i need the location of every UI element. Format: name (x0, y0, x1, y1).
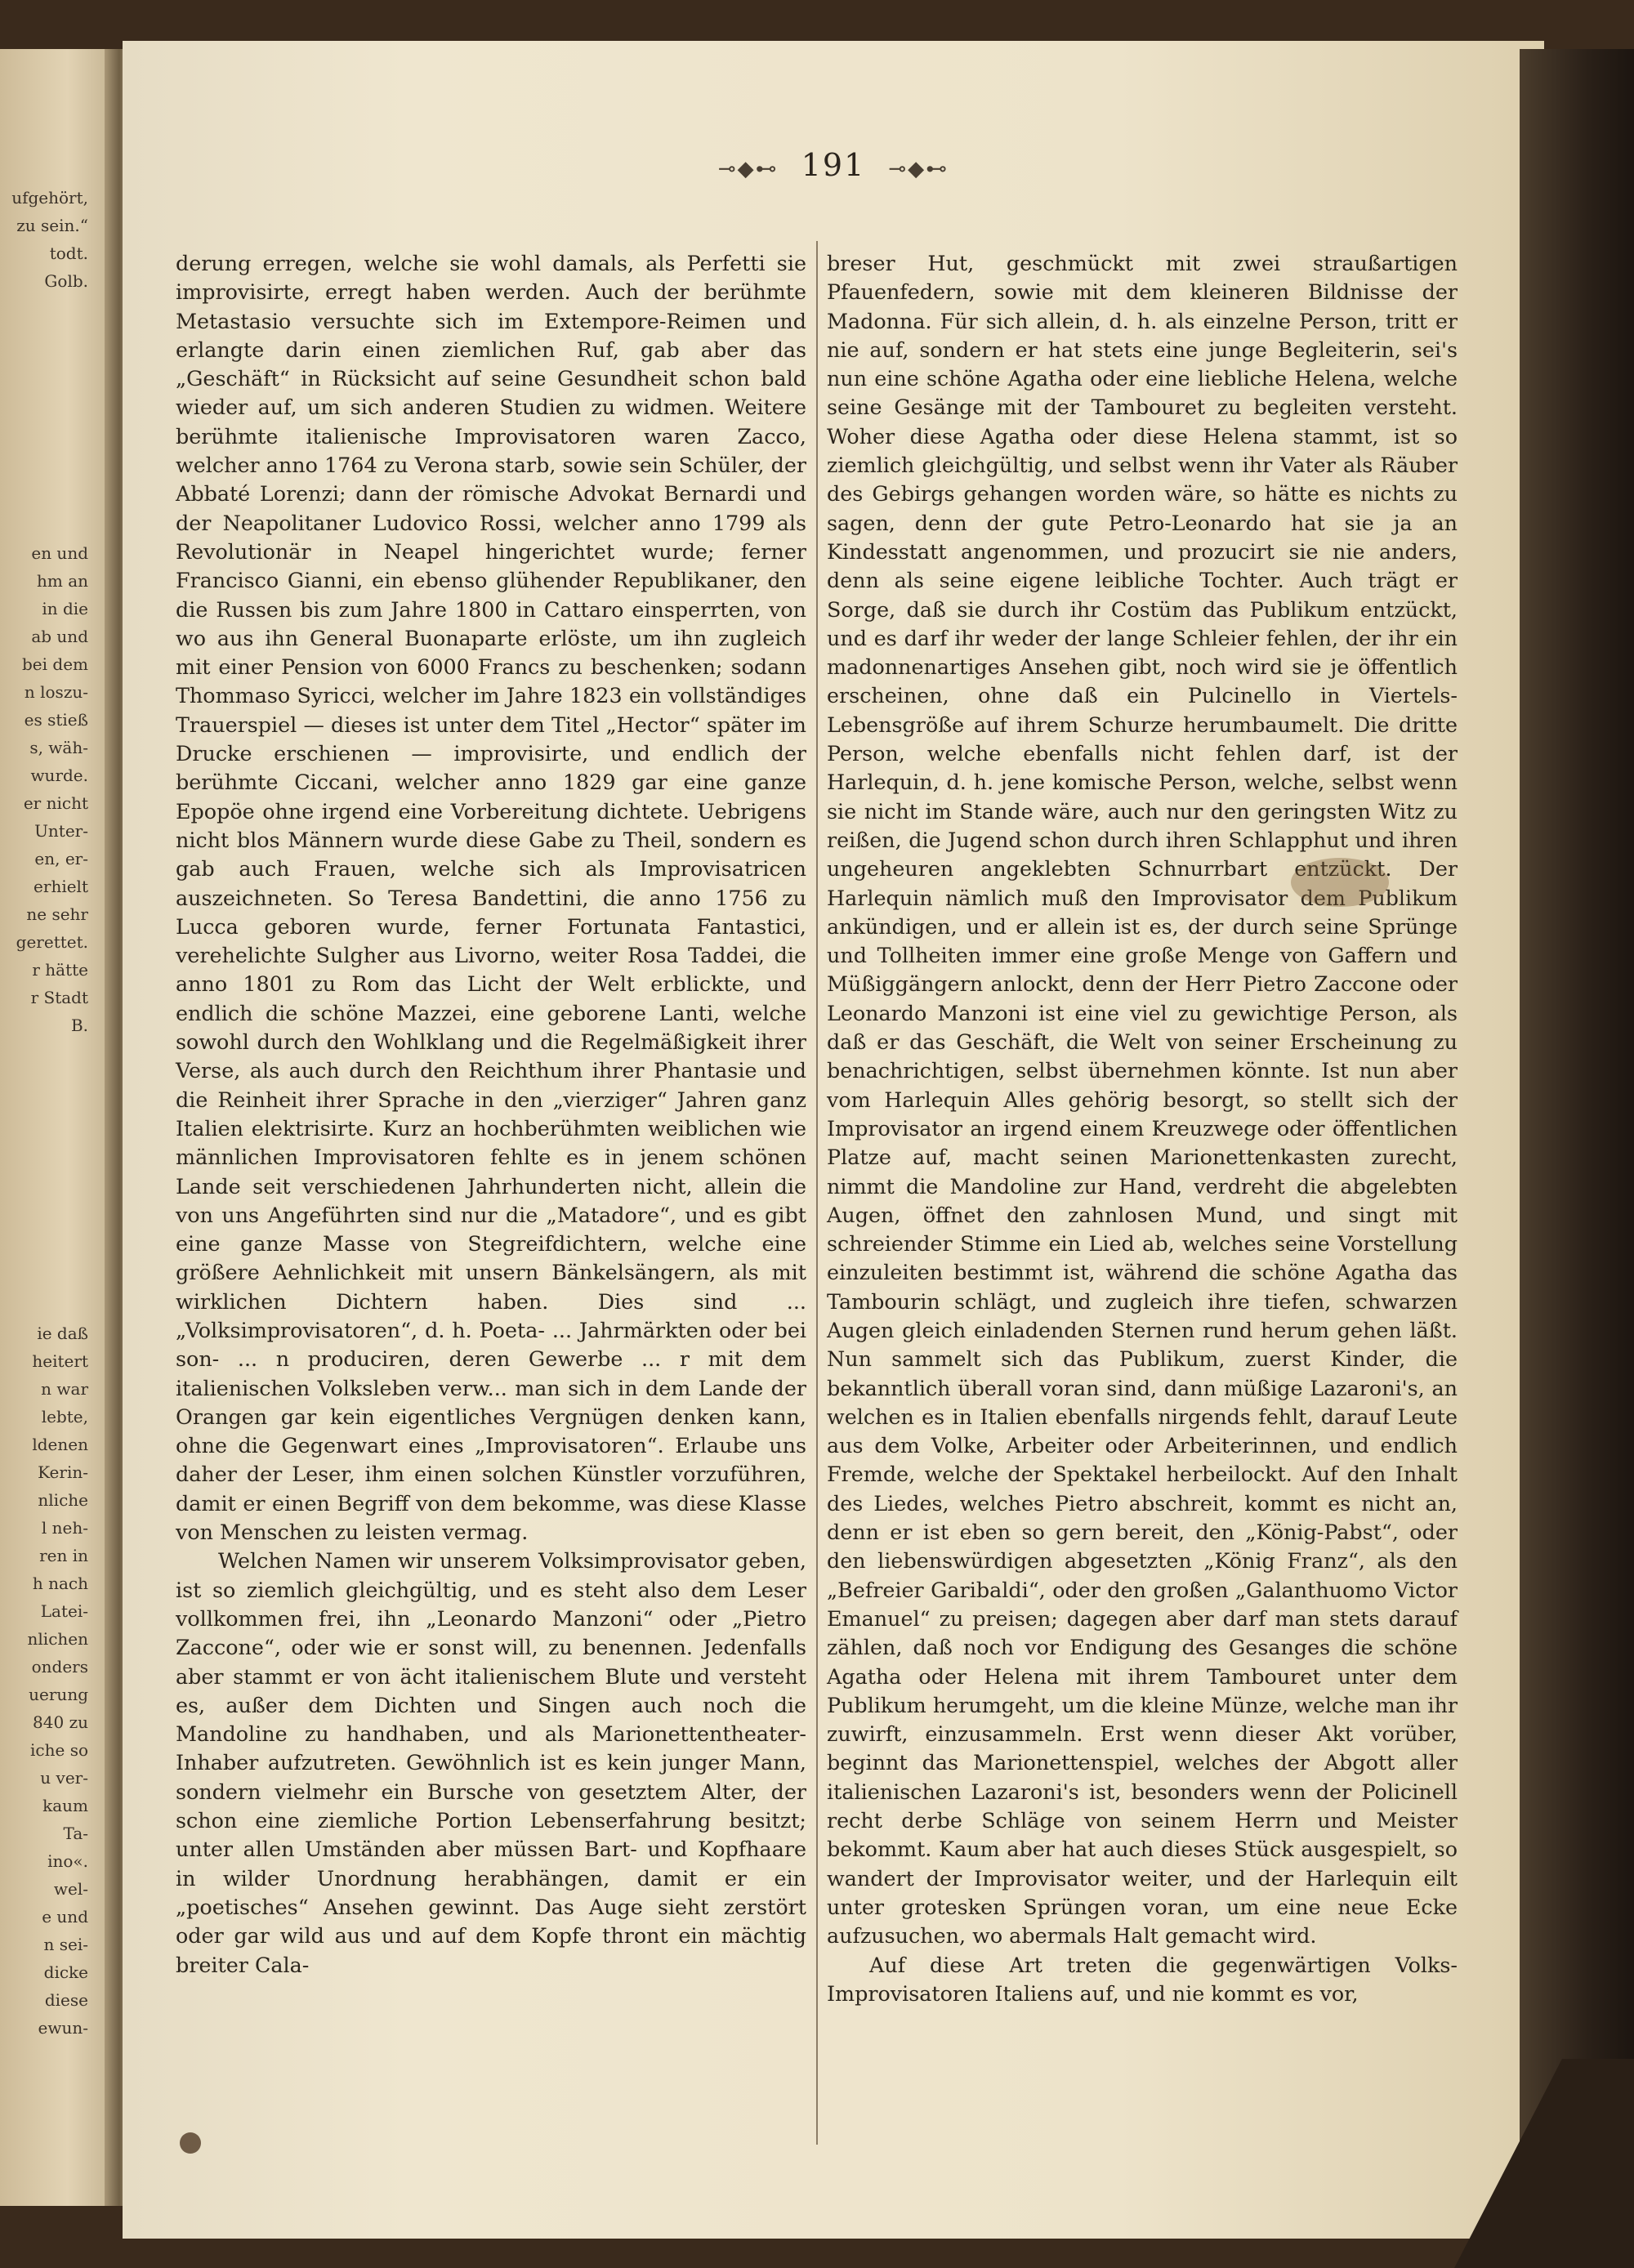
previous-page-fragment: Ta- (63, 1824, 88, 1843)
ornament-left-icon: ⊸◆⊷ (717, 157, 779, 181)
previous-page-fragment: Unter- (34, 821, 88, 841)
previous-page-fragment: ufgehört, (11, 188, 88, 208)
previous-page-fragment: Kerin- (38, 1462, 88, 1482)
previous-page-fragment: n loszu- (24, 682, 88, 702)
previous-page-fragment: r hätte (32, 960, 88, 980)
previous-page-fragment: kaum (42, 1796, 88, 1815)
previous-page-fragment: Golb. (44, 271, 88, 291)
previous-page-fragment: u ver- (40, 1768, 88, 1788)
text-column-right (827, 249, 1458, 2008)
previous-page-fragment: l neh- (41, 1518, 88, 1538)
previous-page-fragment: uerung (29, 1685, 88, 1704)
ornament-right-icon: ⊸◆⊷ (888, 157, 949, 181)
previous-page-fragment: nlichen (27, 1629, 88, 1649)
previous-page-fragment: ewun- (38, 2018, 88, 2038)
previous-page-fragment: ino«. (47, 1851, 88, 1871)
previous-page-fragment: r Stadt (30, 988, 88, 1007)
previous-page-fragment: nliche (38, 1490, 88, 1510)
book-binding (1520, 49, 1634, 2268)
previous-page-fragment: in die (42, 599, 88, 618)
previous-page-fragment: ldenen (32, 1435, 88, 1454)
previous-page-fragment: ab und (31, 627, 88, 646)
previous-page-fragment: er nicht (23, 793, 88, 813)
previous-page-fragment: erhielt (33, 877, 88, 896)
paragraph: breser Hut, geschmückt mit zwei straußartigen Pfauenfedern, sowie mit dem kleineren Bildnisse der Madonna. Für sich allein, d. h. als einzelne Person, tritt er nie auf, sondern er hat stets eine junge Begleiterin, sei's nun eine schöne Agatha oder eine liebliche Helena, welche seine Gesänge mit der Tambouret zu begleiten versteht. Woher diese Agatha oder diese Helena stammt, ist so ziemlich gleichgültig, und selbst wenn ihr Vater als Räuber des Gebirgs gehangen worden wäre, so hätte es nichts zu sagen, denn der gute Petro-Leonardo hat sie ja an Kindesstatt angenommen, und prozucirt sie nie anders, denn als seine eigene leibliche Tochter. Auch trägt er Sorge, daß sie durch ihr Costüm das Publikum entzückt, und es darf ihr weder der lange Schleier fehlen, der ihr ein madonnenartiges Ansehen gibt, noch wird sie je öffentlich erscheinen, ohne daß ein Pulcinello in Viertels-Lebensgröße auf ihrem Schurze herumbaumelt. Die dritte Person, welche ebenfalls nicht fehlen darf, ist der Harlequin, d. h. jene komische Person, welche, selbst wenn sie nicht im Stande wäre, auch nur den geringsten Witz zu reißen, die Jugend schon durch ihren Schlapphut und ihren ungeheuren angeklebten Schnurrbart entzückt. Der Harlequin nämlich muß den Improvisator dem Publikum ankündigen, und er allein ist es, der durch seine Sprünge und Tollheiten immer eine große Menge von Gaffern und Müßiggängern anlockt, denn der Herr Pietro Zaccone oder Leonardo Manzoni ist eine viel zu gewichtige Person, als daß er das Geschäft, die Welt von seiner Erscheinung zu benachrichtigen, selbst übernehmen könnte. Ist nun aber vom Harlequin Alles gehörig besorgt, so stellt sich der Improvisator an irgend einem Kreuzwege oder öffentlichen Platze auf, macht seinen Marionettenkasten zurecht, nimmt die Mandoline zur Hand, verdreht die abgelebten Augen, öffnet den zahnlosen Mund, und singt mit schreiender Stimme ein Lied ab, welches seine Vorstellung einzuleiten bestimmt ist, während die schöne Agatha das Tambourin schlägt, und zugleich ihre tiefen, schwarzen Augen gleich einladenden Sternen rund herum gehen läßt. Nun sammelt sich das Publikum, zuerst Kinder, die bekanntlich überall voran sind, dann müßige Lazaroni's, an welchen es in Italien ebenfalls nirgends fehlt, darauf Leute aus dem Volke, Arbeiter oder Arbeiterinnen, und endlich Fremde, welche der Spektakel herbeilockt. Auf den Inhalt des Liedes, welches Pietro abschreit, kommt es nicht an, denn er ist eben so gern bereit, den „König-Pabst“, oder den liebenswürdigen abgesetzten „König Franz“, als den „Befreier Garibaldi“, oder den großen „Galanthuomo Victor Emanuel“ zu preisen; dagegen aber darf man stets darauf zählen, daß noch vor Endigung des Gesanges die schöne Agatha oder Helena mit ihrem Tambouret unter dem Publikum herumgeht, um die kleine Münze, welche man ihr zuwirft, einzusammeln. Erst wenn dieser Akt vorüber, beginnt das Marionettenspiel, welches der Abgott aller italienischen Lazaroni's ist, besonders wenn der Policinell recht derbe Schläge von seinem Herrn und Meister bekommt. Kaum aber hat auch dieses Stück ausgespielt, so wandert der Improvisator weiter, und der Harlequin eilt unter grotesken Sprüngen voran, um eine neue Ecke aufzusuchen, wo abermals Halt gemacht wird. (827, 251, 1458, 1949)
previous-page-fragment: lebte, (41, 1407, 88, 1426)
paragraph: Welchen Namen wir unserem Volksimprovisator geben, ist so ziemlich gleichgültig, und es steht also dem Leser vollkommen frei, ihn „Leonardo Manzoni“ oder „Pietro Zaccone“, oder wie er sonst will, zu benennen. Jedenfalls aber stammt er von ächt italienischem Blute und versteht es, außer dem Dichten und Singen auch noch die Mandoline zu handhaben, und als Marionettentheater-Inhaber aufzutreten. Gewöhnlich ist es kein junger Mann, sondern vielmehr ein Bursche von gesetztem Alter, der schon eine ziemliche Portion Lebenserfahrung besitzt; unter allen Umständen aber müssen Bart- und Kopfhaare in wilder Unordnung herabhängen, damit er ein „poetisches“ Ansehen gewinnt. Das Auge sieht zerstört oder gar wild aus und auf dem Kopfe thront ein mächtig breiter Cala- (176, 1548, 806, 1977)
previous-page-fragment: bei dem (22, 654, 88, 674)
previous-page-fragment: e und (42, 1907, 88, 1926)
previous-page-fragment: dicke (43, 1962, 88, 1982)
previous-page-fragment: diese (44, 1990, 88, 2010)
previous-page-fragment: onders (31, 1657, 88, 1676)
previous-page-fragment: en, er- (34, 849, 88, 868)
previous-page-fragment: 840 zu (33, 1712, 88, 1732)
previous-page-fragment: ie daß (37, 1324, 88, 1343)
previous-page-fragment: n war (41, 1379, 88, 1399)
previous-page-fragment: iche so (30, 1740, 88, 1760)
paragraph: derung erregen, welche sie wohl damals, als Perfetti sie improvisirte, erregt haben werden. Auch der berühmte Metastasio versuchte sich im Extempore-Reimen und erlangte darin einen ziemlichen Ruf, gab aber das „Geschäft“ in Rücksicht auf seine Gesundheit schon bald wieder auf, um sich anderen Studien zu widmen. Weitere berühmte italienische Improvisatoren waren Zacco, welcher anno 1764 zu Verona starb, sowie sein Schüler, der Abbaté Lorenzi; dann der römische Advokat Bernardi und der Neapolitaner Ludovico Rossi, welcher anno 1799 als Revolutionär in Neapel hingerichtet wurde; ferner Francisco Gianni, ein ebenso glühender Republikaner, den die Russen bis zum Jahre 1800 in Cattaro einsperrten, von wo aus ihn General Buonaparte erlöste, um ihn zugleich mit einer Pension von 6000 Francs zu beschenken; sodann Thommaso Syricci, welcher im Jahre 1823 ein vollständiges Trauerspiel — dieses ist unter dem Titel „Hector“ später im Drucke erschienen — improvisirte, und endlich der berühmte Ciccani, welcher anno 1829 gar eine ganze Epopöe ohne irgend eine Vorbereitung dichtete. Uebrigens nicht blos Männern wurde diese Gabe zu Theil, sondern es gab auch Frauen, welche sich als Improvisatricen auszeichneten. So Teresa Bandettini, die anno 1756 zu Lucca geboren wurde, ferner Fortunata Fantastici, verehelichte Sulgher aus Livorno, weiter Rosa Taddei, die anno 1801 zu Rom das Licht der Welt erblickte, und endlich die schöne Mazzei, eine geborene Lanti, welche sowohl durch den Wohlklang und die Regelmäßigkeit ihrer Verse, als auch durch den Reichthum ihrer Phantasie und die Reinheit ihrer Sprache in den „vierziger“ Jahren ganz Italien elektrisirte. Kurz an hochberühmten weiblichen wie männlichen Improvisatoren fehlte es in jenem schönen Lande seit verschiedenen Jahrhunderten nicht, allein die von uns Angeführten sind nur die „Matadore“, und es gibt eine ganze Masse von Stegreifdichtern, welche eine größere Aehnlichkeit mit unsern Bänkelsängern, als mit wirklichen Dichtern haben. Dies sind ... „Volksimprovisatoren“, d. h. Poeta- ... Jahrmärkten oder bei son- ... n produciren, deren Gewerbe ... r mit dem italienischen Volksleben verw... man sich in dem Lande der Orangen gar kein eigentliches Vergnügen denken kann, ohne die Gegenwart eines „Improvisatoren“. Erlaube uns daher der Leser, ihm einen solchen Künstler vorzuführen, damit er einen Begriff von dem bekomme, was diese Klasse von Menschen zu leisten vermag. (176, 251, 806, 1545)
previous-page-fragment: wurde. (30, 766, 88, 785)
previous-page-fragment: wel- (53, 1879, 88, 1899)
previous-page-fragment: es stieß (24, 710, 88, 730)
previous-page-fragment: s, wäh- (29, 738, 88, 757)
previous-page-fragment: en und (31, 543, 88, 563)
previous-page-fragment: Latei- (40, 1601, 88, 1621)
previous-page-fragment: hm an (36, 571, 88, 591)
previous-page-fragment: ren in (39, 1546, 88, 1565)
page-number: 191 (801, 147, 866, 183)
previous-page-fragment: zu sein.“ (16, 216, 88, 235)
previous-page-fragment: gerettet. (16, 932, 88, 952)
previous-page-fragment: todt. (49, 243, 88, 263)
page-header (123, 147, 1544, 183)
paragraph: Auf diese Art treten die gegenwärtigen Volks-Improvisatoren Italiens auf, und nie kommt es vor, (827, 1952, 1458, 2006)
previous-page-fragment: B. (70, 1016, 88, 1035)
ink-stain (180, 2132, 201, 2154)
column-divider (816, 241, 818, 2145)
previous-page-fragment: heitert (32, 1351, 88, 1371)
paper-stain (1291, 858, 1389, 907)
previous-page-fragment: ne sehr (26, 904, 88, 924)
previous-page-fragment: n sei- (43, 1935, 88, 1954)
previous-page-fragment: h nach (32, 1574, 88, 1593)
book-page (123, 41, 1544, 2239)
text-column-left (176, 249, 806, 1980)
